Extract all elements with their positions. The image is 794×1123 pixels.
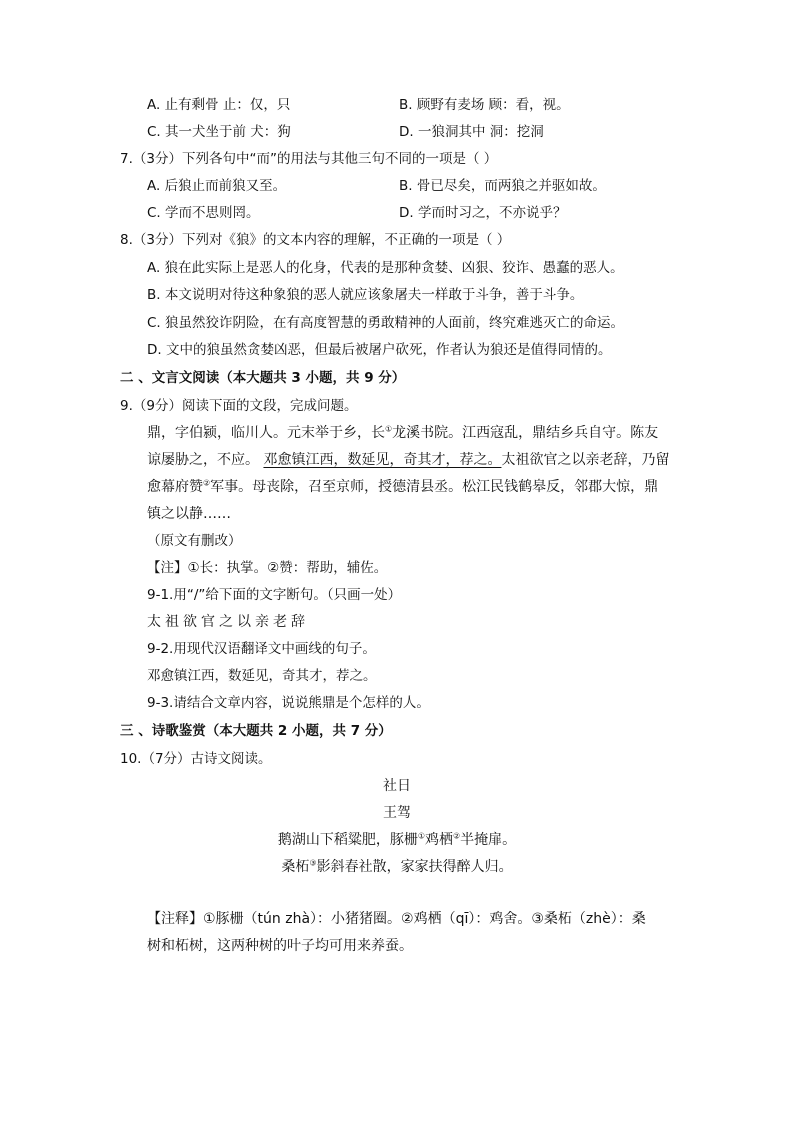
q9-sub-2-text: 邓愈镇江西，数延见，奇其才，荐之。 [147, 668, 377, 684]
q9-source-note: （原文有删改） [147, 533, 242, 549]
q7-option-d: D. 学而时习之，不亦说乎？ [399, 205, 567, 221]
q8-option-c: C. 狼虽然狡诈阴险，在有高度智慧的勇敢精神的人面前，终究难逃灭亡的命运。 [147, 315, 625, 331]
q9-passage-text: 龙溪书院。江西寇乱，鼎结乡兵自守。陈友 [392, 425, 659, 441]
poem-text: 半掩扉。 [460, 832, 517, 848]
poem-author: 王驾 [383, 805, 411, 821]
footnote-marker-1: ① [385, 424, 393, 434]
q8-option-a: A. 狼在此实际上是恶人的化身，代表的是那种贪婪、凶狠、狡诈、愚蠢的恶人。 [147, 260, 624, 276]
q9-passage-text: 军事。母丧除，召至京师，授德清县丞。松江民钱鹤皋反，邻郡大惊，鼎 [210, 479, 659, 495]
poem-line-1 [0, 830, 794, 850]
q8-option-b: B. 本文说明对待这种象狼的恶人就应该象屠夫一样敢于斗争，善于斗争。 [147, 287, 584, 303]
poem-title: 社日 [383, 778, 411, 794]
q9-passage-line-4: 镇之以静…… [147, 506, 231, 522]
q9-passage-text: 鼎，字伯颍，临川人。元末举于乡，长 [147, 425, 385, 441]
q9-annotation: 【注】①长：执掌。②赞：帮助，辅佐。 [147, 560, 388, 576]
q7-option-b: B. 骨已尽矣，而两狼之并驱如故。 [399, 178, 606, 194]
poem-text: 桑柘 [281, 859, 310, 875]
q9-passage-text: 愈幕府赞 [147, 479, 203, 495]
section-2-heading: 二 、文言文阅读（本大题共 3 小题，共 9 分） [120, 370, 406, 386]
q9-stem: 9.（9分）阅读下面的文段，完成问题。 [120, 398, 358, 414]
footnote-marker-3: ③ [309, 858, 317, 868]
poem-text: 影斜春社散，家家扶得醉人归。 [316, 859, 513, 875]
poem-line-2 [0, 857, 794, 877]
q9-passage-line-3 [147, 477, 658, 497]
footnote-marker-1: ① [417, 831, 425, 841]
poem-annotation-line-2: 树和柘树，这两种树的叶子均可用来养蚕。 [147, 938, 413, 954]
q8-stem: 8.（3分）下列对《狼》的文本内容的理解，不正确的一项是（ ） [120, 232, 511, 248]
q9-sub-1-prompt: 9-1.用“/”给下面的文字断句。（只画一处） [147, 587, 402, 603]
q8-option-d: D. 文中的狼虽然贪婪凶恶，但最后被屠户砍死，作者认为狼还是值得同情的。 [147, 342, 612, 358]
q9-passage-text: 谅屡胁之，不应。 [147, 452, 259, 468]
q6-option-a: A. 止有剩骨 止：仅，只 [147, 97, 291, 113]
poem-text: 鹅湖山下稻粱肥，豚栅 [277, 832, 418, 848]
q7-stem: 7.（3分）下列各句中“而”的用法与其他三句不同的一项是（ ） [120, 151, 498, 167]
q9-passage-line-1 [147, 423, 658, 443]
q9-passage-line-2 [147, 450, 669, 470]
q9-passage-text: 太祖欲官之以亲老辞，乃留 [501, 452, 670, 468]
poem-annotation-line-1: 【注释】①豚栅（tún zhà）：小猪猪圈。②鸡栖（qī）：鸡舍。③桑柘（zhè）：桑 [147, 911, 646, 927]
q6-option-c: C. 其一犬坐于前 犬：狗 [147, 124, 291, 140]
footnote-marker-2: ② [203, 478, 211, 488]
q9-sub-2-prompt: 9-2.用现代汉语翻译文中画线的句子。 [147, 641, 376, 657]
q10-stem: 10.（7分）古诗文阅读。 [120, 751, 272, 767]
q7-option-a: A. 后狼止而前狼又至。 [147, 178, 287, 194]
q6-option-d: D. 一狼洞其中 洞：挖洞 [399, 124, 544, 140]
section-3-heading: 三 、诗歌鉴赏（本大题共 2 小题，共 7 分） [120, 723, 392, 739]
q6-option-b: B. 顾野有麦场 顾：看，视。 [399, 97, 570, 113]
underlined-sentence: 邓愈镇江西，数延见，奇其才，荐之。 [263, 452, 502, 468]
footnote-marker-2: ② [453, 831, 461, 841]
poem-text: 鸡栖 [425, 832, 453, 848]
q7-option-c: C. 学而不思则罔。 [147, 205, 260, 221]
q9-sub-1-text: 太祖欲官之以亲老辞 [147, 614, 309, 630]
q9-sub-3-prompt: 9-3.请结合文章内容，说说熊鼎是个怎样的人。 [147, 695, 430, 711]
